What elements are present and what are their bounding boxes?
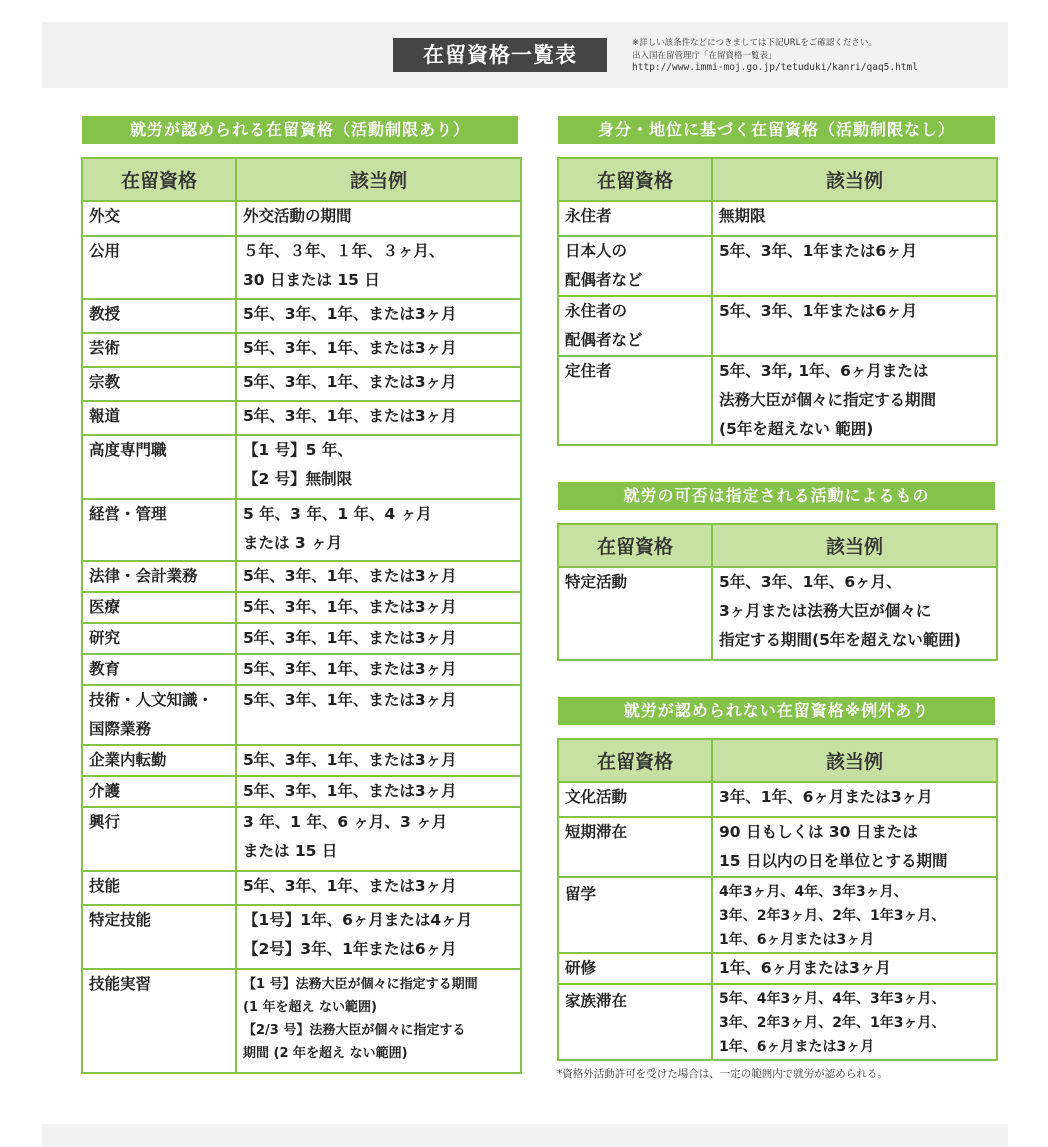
- table-row: [558, 567, 997, 660]
- cell-status: [82, 807, 236, 871]
- status-line: 技能実習: [89, 975, 152, 993]
- example-line: (5年を超えない 範囲): [719, 420, 874, 438]
- cell-status: [558, 817, 712, 877]
- example-line: 無期限: [719, 207, 766, 225]
- cell-status: [82, 499, 236, 561]
- cell-example: [236, 401, 521, 435]
- section-title-status-based: 身分・地位に基づく在留資格（活動制限なし）: [558, 116, 995, 144]
- table-row: [82, 969, 521, 1073]
- example-line: 【1 号】法務大臣が個々に指定する期間: [243, 977, 478, 992]
- status-line: 研究: [89, 629, 121, 647]
- example-line: 3年、2年3ヶ月、2年、1年3ヶ月、: [719, 1015, 946, 1031]
- cell-status: [558, 984, 712, 1060]
- status-line: 法律・会計業務: [89, 567, 198, 585]
- example-line: ５年、３年、１年、３ヶ月、: [243, 242, 445, 260]
- example-line: 3ヶ月または法務大臣が個々に: [719, 602, 932, 620]
- section-title-no-work: 就労が認められない在留資格※例外あり: [558, 697, 995, 725]
- table-row: [82, 236, 521, 299]
- status-line: 技術・人文知識・: [89, 691, 214, 709]
- example-line: または 3 ヶ月: [243, 534, 343, 552]
- col-header-example: 該当例: [712, 739, 997, 782]
- col-header-example: 該当例: [712, 158, 997, 201]
- example-line: 5年、3年、1年、または3ヶ月: [243, 305, 457, 323]
- example-line: 指定する期間(5年を超えない範囲): [719, 631, 961, 649]
- col-header-example: 該当例: [712, 524, 997, 567]
- cell-example: [712, 817, 997, 877]
- reference-url[interactable]: http://www.immi-moj.go.jp/tetuduki/kanri/qaq5.html: [632, 62, 918, 73]
- example-line: 【2号】3年、1年または6ヶ月: [243, 940, 457, 958]
- cell-example: [712, 296, 997, 356]
- example-line: 5年、3年、1年、または3ヶ月: [243, 877, 457, 895]
- table-row: [558, 201, 997, 236]
- example-line: 5年、3年、1年、または3ヶ月: [243, 751, 457, 769]
- example-line: 90 日もしくは 30 日または: [719, 823, 918, 841]
- table-row: [558, 817, 997, 877]
- table-body: [558, 567, 997, 660]
- cell-example: [236, 367, 521, 401]
- table-row: [82, 623, 521, 654]
- section-title-work-restricted: 就労が認められる在留資格（活動制限あり）: [82, 116, 518, 144]
- cell-example: [236, 776, 521, 807]
- cell-example: [236, 499, 521, 561]
- status-line: 国際業務: [89, 720, 152, 738]
- status-line: 技能: [89, 877, 121, 895]
- cell-status: [82, 561, 236, 592]
- table-row: [558, 984, 997, 1060]
- example-line: または 15 日: [243, 842, 338, 860]
- cell-example: [712, 782, 997, 817]
- col-header-example: 該当例: [236, 158, 521, 201]
- col-header-status: 在留資格: [82, 158, 236, 201]
- status-line: 文化活動: [565, 788, 628, 806]
- table-row: [82, 654, 521, 685]
- status-line: 研修: [565, 959, 597, 977]
- status-line: 教育: [89, 660, 121, 678]
- status-line: 報道: [89, 407, 121, 425]
- status-line: 医療: [89, 598, 121, 616]
- example-line: 5年、4年3ヶ月、4年、3年3ヶ月、: [719, 991, 946, 1007]
- cell-example: [236, 745, 521, 776]
- table-row: [558, 236, 997, 296]
- example-line: 1年、6ヶ月または3ヶ月: [719, 932, 875, 948]
- footnote: *資格外活動許可を受けた場合は、一定の範囲内で就労が認められる。: [557, 1068, 888, 1080]
- cell-status: [558, 953, 712, 984]
- cell-example: [236, 333, 521, 367]
- table-row: [558, 356, 997, 445]
- status-line: 公用: [89, 242, 121, 260]
- table-status-based: [557, 157, 998, 446]
- cell-status: [82, 236, 236, 299]
- table-row: [82, 871, 521, 905]
- status-line: 日本人の: [565, 242, 628, 260]
- cell-status: [558, 782, 712, 817]
- reference-note-line2: 出入国在留管理庁「在留資格一覧表」: [632, 50, 777, 61]
- cell-status: [82, 592, 236, 623]
- cell-status: [82, 654, 236, 685]
- example-line: 5年、3年、1年、または3ヶ月: [243, 782, 457, 800]
- example-line: 5年、3年、1年、または3ヶ月: [243, 660, 457, 678]
- table-row: [82, 201, 521, 236]
- status-line: 留学: [565, 885, 597, 903]
- status-line: 経営・管理: [89, 505, 167, 523]
- table-row: [82, 685, 521, 745]
- footer-band: [42, 1124, 1008, 1147]
- cell-status: [82, 201, 236, 236]
- table-row: [558, 877, 997, 953]
- table-row: [82, 299, 521, 333]
- cell-status: [82, 401, 236, 435]
- cell-example: [236, 299, 521, 333]
- cell-example: [236, 871, 521, 905]
- table-designated-activity: [557, 523, 998, 661]
- table-row: [82, 401, 521, 435]
- status-line: 配偶者など: [565, 271, 643, 289]
- example-line: (1 年を超え ない範囲): [243, 1000, 377, 1015]
- example-line: 4年3ヶ月、4年、3年3ヶ月、: [719, 884, 908, 900]
- example-line: 1年、6ヶ月または3ヶ月: [719, 1039, 875, 1055]
- cell-status: [558, 296, 712, 356]
- table-row: [82, 592, 521, 623]
- cell-status: [82, 435, 236, 499]
- example-line: 5年、3年、1年、または3ヶ月: [243, 339, 457, 357]
- status-line: 外交: [89, 207, 121, 225]
- table-row: [82, 905, 521, 969]
- cell-status: [82, 685, 236, 745]
- col-header-status: 在留資格: [558, 524, 712, 567]
- example-line: 5年、3年、1年、または3ヶ月: [243, 407, 457, 425]
- reference-note: [632, 37, 918, 75]
- example-line: 15 日以内の日を単位とする期間: [719, 852, 948, 870]
- cell-example: [236, 685, 521, 745]
- cell-status: [82, 299, 236, 333]
- example-line: 法務大臣が個々に指定する期間: [719, 391, 937, 409]
- table-no-work: [557, 738, 998, 1061]
- example-line: 期間 (2 年を超え ない範囲): [243, 1046, 408, 1061]
- cell-example: [712, 567, 997, 660]
- example-line: 1年、6ヶ月または3ヶ月: [719, 959, 891, 977]
- status-line: 短期滞在: [565, 823, 628, 841]
- col-header-status: 在留資格: [558, 158, 712, 201]
- status-line: 介護: [89, 782, 121, 800]
- example-line: 5年、3年、1年、または3ヶ月: [243, 373, 457, 391]
- table-work-restricted: [81, 157, 522, 1074]
- table-row: [82, 807, 521, 871]
- table-body: [82, 201, 521, 1073]
- status-line: 家族滞在: [565, 992, 628, 1010]
- example-line: 5年、3年、1年、または3ヶ月: [243, 629, 457, 647]
- table-row: [82, 435, 521, 499]
- reference-note-line1: ※詳しい該条件などにつきましては下記URLをご確認ください。: [632, 38, 877, 48]
- cell-example: [712, 201, 997, 236]
- cell-status: [82, 367, 236, 401]
- page-title: 在留資格一覧表: [393, 38, 607, 72]
- table-row: [558, 296, 997, 356]
- cell-example: [236, 201, 521, 236]
- example-line: 【2/3 号】法務大臣が個々に指定する: [243, 1023, 466, 1038]
- status-line: 永住者: [565, 207, 612, 225]
- cell-status: [82, 871, 236, 905]
- example-line: 【2 号】無制限: [243, 470, 353, 488]
- example-line: 3 年、1 年、6 ヶ月、3 ヶ月: [243, 813, 448, 831]
- cell-example: [236, 905, 521, 969]
- cell-status: [82, 623, 236, 654]
- status-line: 高度専門職: [89, 441, 167, 459]
- cell-example: [236, 561, 521, 592]
- cell-example: [236, 654, 521, 685]
- example-line: 30 日または 15 日: [243, 271, 380, 289]
- table-row: [82, 367, 521, 401]
- table-row: [82, 333, 521, 367]
- status-line: 宗教: [89, 373, 121, 391]
- status-line: 特定技能: [89, 911, 152, 929]
- cell-example: [236, 435, 521, 499]
- cell-status: [558, 201, 712, 236]
- table-row: [82, 745, 521, 776]
- table-row: [82, 776, 521, 807]
- example-line: 5 年、3 年、1 年、4 ヶ月: [243, 505, 432, 523]
- status-line: 企業内転勤: [89, 751, 167, 769]
- status-line: 配偶者など: [565, 331, 643, 349]
- example-line: 5年、3年、1年、または3ヶ月: [243, 567, 457, 585]
- section-title-designated-activity: 就労の可否は指定される活動によるもの: [558, 482, 995, 510]
- example-line: 3年、2年3ヶ月、2年、1年3ヶ月、: [719, 908, 946, 924]
- table-row: [82, 499, 521, 561]
- status-line: 永住者の: [565, 302, 628, 320]
- example-line: 5年、3年、1年、6ヶ月、: [719, 573, 902, 591]
- col-header-status: 在留資格: [558, 739, 712, 782]
- example-line: 3年、1年、6ヶ月または3ヶ月: [719, 788, 933, 806]
- status-line: 特定活動: [565, 573, 628, 591]
- cell-example: [236, 623, 521, 654]
- cell-example: [712, 953, 997, 984]
- example-line: 【1号】1年、6ヶ月または4ヶ月: [243, 911, 473, 929]
- cell-status: [558, 356, 712, 445]
- status-line: 教授: [89, 305, 121, 323]
- example-line: 【1 号】5 年、: [243, 441, 353, 459]
- example-line: 5年、3年、1年、または3ヶ月: [243, 691, 457, 709]
- table-row: [558, 953, 997, 984]
- cell-example: [236, 807, 521, 871]
- cell-status: [558, 236, 712, 296]
- cell-example: [236, 236, 521, 299]
- cell-example: [236, 592, 521, 623]
- cell-status: [82, 745, 236, 776]
- cell-example: [712, 356, 997, 445]
- table-row: [558, 782, 997, 817]
- cell-status: [558, 877, 712, 953]
- status-line: 芸術: [89, 339, 121, 357]
- example-line: 5年、3年、1年または6ヶ月: [719, 242, 918, 260]
- cell-example: [712, 236, 997, 296]
- cell-example: [236, 969, 521, 1073]
- table-body: [558, 782, 997, 1060]
- example-line: 外交活動の期間: [243, 207, 352, 225]
- cell-example: [712, 877, 997, 953]
- cell-status: [82, 333, 236, 367]
- example-line: 5年、3年, 1年、6ヶ月または: [719, 362, 929, 380]
- table-row: [82, 561, 521, 592]
- cell-status: [558, 567, 712, 660]
- cell-status: [82, 776, 236, 807]
- example-line: 5年、3年、1年、または3ヶ月: [243, 598, 457, 616]
- example-line: 5年、3年、1年または6ヶ月: [719, 302, 918, 320]
- cell-example: [712, 984, 997, 1060]
- status-line: 定住者: [565, 362, 612, 380]
- status-line: 興行: [89, 813, 121, 831]
- cell-status: [82, 969, 236, 1073]
- cell-status: [82, 905, 236, 969]
- table-body: [558, 201, 997, 445]
